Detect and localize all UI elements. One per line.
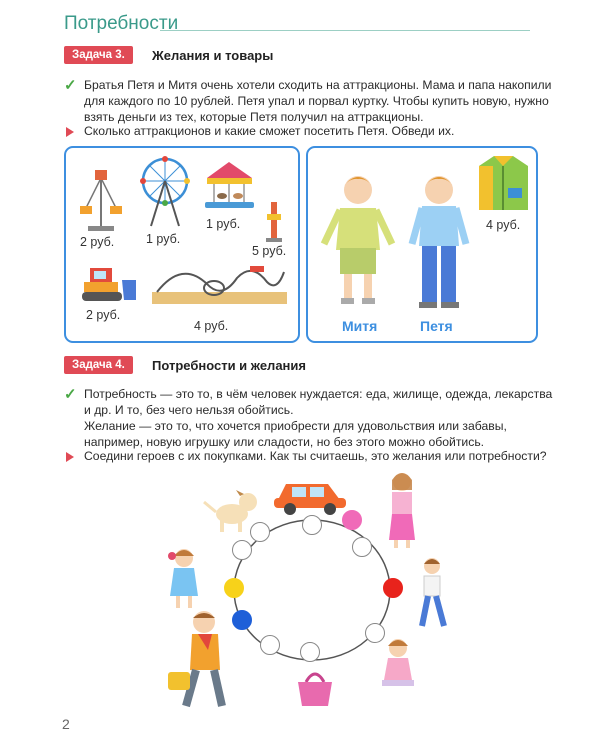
need-definition: Потребность — это то, в чём человек нуждается: еда, жилище, одежда, лекарства и др. И то, без чего нельзя обойтись. [84,387,553,417]
task3-badge: Задача 3. [64,46,133,64]
handbag-image [294,668,336,708]
bulldozer-image [80,262,140,304]
swing-ride-image [76,168,126,233]
mitya-figure [318,170,398,310]
connection-point[interactable] [302,515,322,535]
connection-point[interactable] [260,635,280,655]
ferris-wheel-image [136,154,194,229]
connection-point-yellow[interactable] [224,578,244,598]
price-label: 1 руб. [206,217,241,231]
page-title: Потребности [64,13,179,34]
jacket-price: 4 руб. [486,218,521,232]
price-label: 4 руб. [194,319,229,333]
boy-figure [414,556,452,634]
roller-coaster-image [152,264,287,306]
drop-tower-image [262,200,286,244]
page-number: 2 [62,716,70,732]
connection-point-red[interactable] [383,578,403,598]
woman-figure [382,470,422,550]
connection-point[interactable] [352,537,372,557]
price-label: 2 руб. [86,308,121,322]
petya-figure [404,170,474,312]
carousel-image [202,158,257,213]
brothers-panel [306,146,538,343]
man-figure [164,606,240,716]
task3-title: Желания и товары [152,48,274,63]
header-rule [160,30,530,31]
mitya-label: Митя [342,318,378,334]
task4-question: Соедини героев с их покупками. Как ты считаешь, это желания или потребности? [84,449,547,463]
price-label: 5 руб. [252,244,287,258]
task3-text: Братья Петя и Митя очень хотели сходить на аттракционы. Мама и папа накопили для каждого по 10 рублей. Петя упал и порвал куртку. Чтобы купить новую, нужно взять деньги из тех, которые Петя получил на аттракционы. [84,78,552,124]
arrow-icon [66,452,74,462]
petya-label: Петя [420,318,453,334]
connection-point[interactable] [300,642,320,662]
task3-question: Сколько аттракционов и какие сможет посетить Петя. Обведи их. [84,124,455,138]
jacket-image [476,152,531,214]
dog-image [200,488,262,534]
toy-car-image [270,474,350,516]
want-definition: Желание — это то, что хочется приобрести для удовольствия или забавы, например, новую игрушку или сладости, но без этого можно обойтись. [84,419,507,449]
attractions-panel [64,146,300,343]
task4-title: Потребности и желания [152,358,306,373]
price-label: 2 руб. [80,235,115,249]
price-label: 1 руб. [146,232,181,246]
check-icon: ✓ [64,77,77,94]
check-icon: ✓ [64,386,77,403]
arrow-icon [66,127,74,137]
sitting-girl-figure [374,636,422,692]
connection-point[interactable] [232,540,252,560]
task4-badge: Задача 4. [64,356,133,374]
